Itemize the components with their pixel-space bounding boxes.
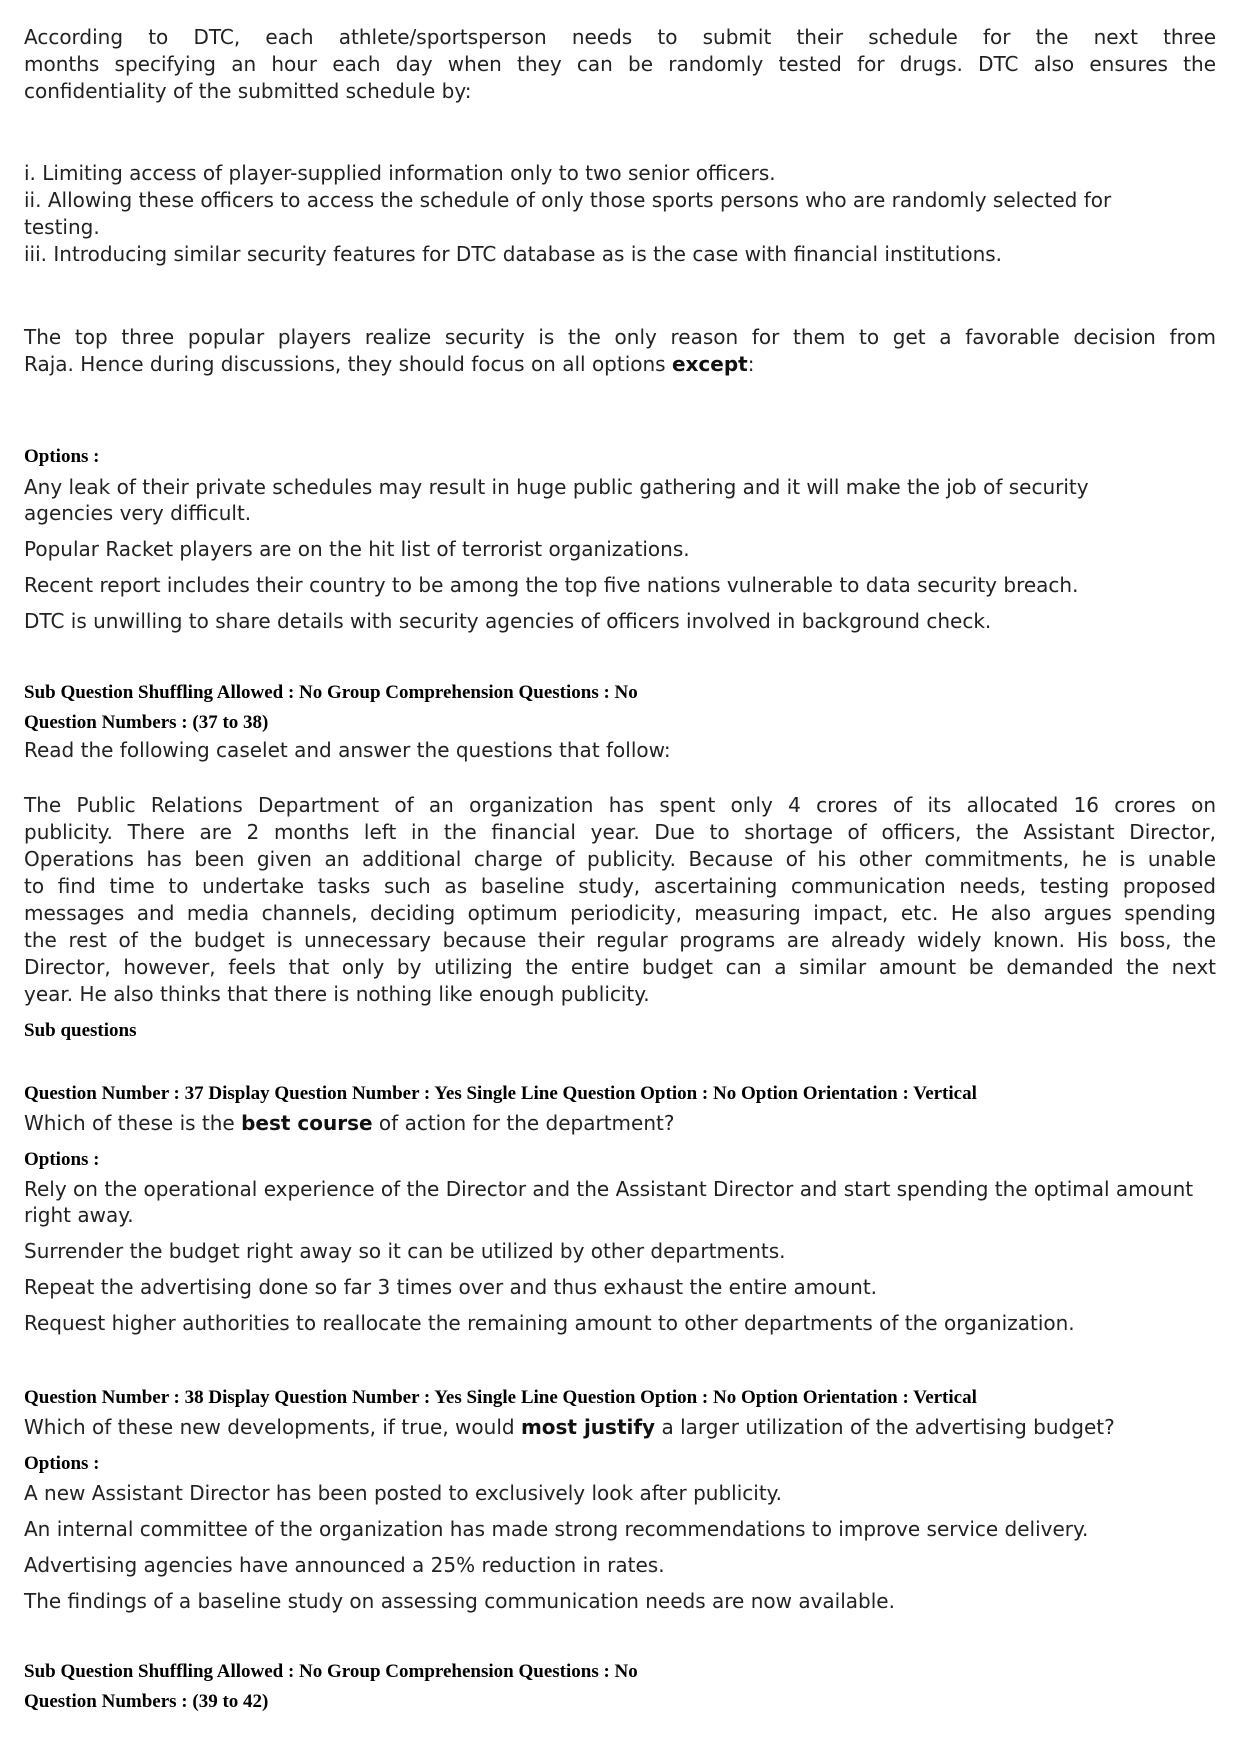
group-meta: Sub Question Shuffling Allowed : No Group Comprehension Questions : No bbox=[24, 682, 638, 703]
option-item[interactable]: Rely on the operational experience of the Director and the Assistant Director and start spending the optimal amount right away. bbox=[24, 1177, 1194, 1227]
caselet-line: The Public Relations Department of an organization has spent only 4 crores of its allocated 16 crores on bbox=[24, 793, 1216, 817]
option-item[interactable]: DTC is unwilling to share details with security agencies of officers involved in background check. bbox=[24, 609, 992, 633]
option-item[interactable]: The findings of a baseline study on assessing communication needs are now available. bbox=[24, 1589, 895, 1613]
caselet-line: the rest of the budget is unnecessary because their regular programs are already widely known. His boss, the bbox=[24, 928, 1216, 952]
question-line: The top three popular players realize security is the only reason for them to get a favorable decision from bbox=[24, 325, 1216, 349]
q38-meta: Question Number : 38 Display Question Number : Yes Single Line Question Option : No Option Orientation : Vertical bbox=[24, 1387, 977, 1408]
option-item[interactable]: Popular Racket players are on the hit list of terrorist organizations. bbox=[24, 537, 690, 561]
q37-meta: Question Number : 37 Display Question Number : Yes Single Line Question Option : No Option Orientation : Vertical bbox=[24, 1083, 977, 1104]
q37-stem: Which of these is the best course of action for the department? bbox=[24, 1111, 675, 1135]
intro-paragraph bbox=[24, 24, 1216, 105]
option-item[interactable]: An internal committee of the organization has made strong recommendations to improve service delivery. bbox=[24, 1517, 1089, 1541]
emphasis-most-justify: most justify bbox=[520, 1415, 656, 1439]
option-item[interactable]: Request higher authorities to reallocate the remaining amount to other departments of the organization. bbox=[24, 1311, 1075, 1335]
caselet-instruction: Read the following caselet and answer the questions that follow: bbox=[24, 738, 671, 762]
sub-questions-label: Sub questions bbox=[24, 1020, 137, 1041]
caselet-line: year. He also thinks that there is nothing like enough publicity. bbox=[24, 982, 650, 1006]
q38-stem: Which of these new developments, if true, would most justify a larger utilization of the advertising budget? bbox=[24, 1415, 1115, 1439]
measure-item: testing. bbox=[24, 215, 100, 239]
measure-item: iii. Introducing similar security features for DTC database as is the case with financial institutions. bbox=[24, 242, 1003, 266]
question-36-stem bbox=[24, 324, 1216, 378]
intro-line: According to DTC, each athlete/sportsperson needs to submit their schedule for the next three bbox=[24, 25, 1216, 49]
options-label: Options : bbox=[24, 1453, 100, 1474]
question-line: Raja. Hence during discussions, they should focus on all options except: bbox=[24, 352, 755, 376]
option-item[interactable]: Repeat the advertising done so far 3 times over and thus exhaust the entire amount. bbox=[24, 1275, 878, 1299]
group-meta: Sub Question Shuffling Allowed : No Group Comprehension Questions : No bbox=[24, 1661, 638, 1682]
emphasis-best-course: best course bbox=[241, 1111, 373, 1135]
intro-line: confidentiality of the submitted schedule by: bbox=[24, 79, 472, 103]
option-item[interactable]: A new Assistant Director has been posted to exclusively look after publicity. bbox=[24, 1481, 783, 1505]
measures-list bbox=[24, 160, 1216, 268]
option-item[interactable]: Surrender the budget right away so it can be utilized by other departments. bbox=[24, 1239, 786, 1263]
caselet-paragraph bbox=[24, 792, 1216, 1008]
intro-line: months specifying an hour each day when they can be randomly tested for drugs. DTC also ensures the bbox=[24, 52, 1216, 76]
question-numbers: Question Numbers : (37 to 38) bbox=[24, 712, 269, 733]
option-item[interactable]: Advertising agencies have announced a 25% reduction in rates. bbox=[24, 1553, 665, 1577]
caselet-line: to find time to undertake tasks such as baseline study, ascertaining communication needs, testing proposed bbox=[24, 874, 1216, 898]
caselet-line: publicity. There are 2 months left in the financial year. Due to shortage of officers, the Assistant Director, bbox=[24, 820, 1216, 844]
question-numbers: Question Numbers : (39 to 42) bbox=[24, 1691, 269, 1712]
caselet-line: Director, however, feels that only by utilizing the entire budget can a similar amount be demanded the next bbox=[24, 955, 1216, 979]
measure-item: i. Limiting access of player-supplied information only to two senior officers. bbox=[24, 161, 776, 185]
caselet-line: Operations has been given an additional charge of publicity. Because of his other commitments, he is unable bbox=[24, 847, 1216, 871]
q38-options bbox=[24, 1480, 1216, 1614]
measure-item: ii. Allowing these officers to access the schedule of only those sports persons who are randomly selected for bbox=[24, 188, 1112, 212]
options-label: Options : bbox=[24, 446, 100, 467]
q37-options bbox=[24, 1176, 1216, 1336]
option-item[interactable]: Any leak of their private schedules may result in huge public gathering and it will make the job of security agencies very difficult. bbox=[24, 475, 1089, 525]
options-label: Options : bbox=[24, 1149, 100, 1170]
emphasis-except: except bbox=[671, 352, 748, 376]
q36-options bbox=[24, 474, 1216, 634]
option-item[interactable]: Recent report includes their country to be among the top five nations vulnerable to data security breach. bbox=[24, 573, 1079, 597]
caselet-line: messages and media channels, deciding optimum periodicity, measuring impact, etc. He also argues spending bbox=[24, 901, 1216, 925]
